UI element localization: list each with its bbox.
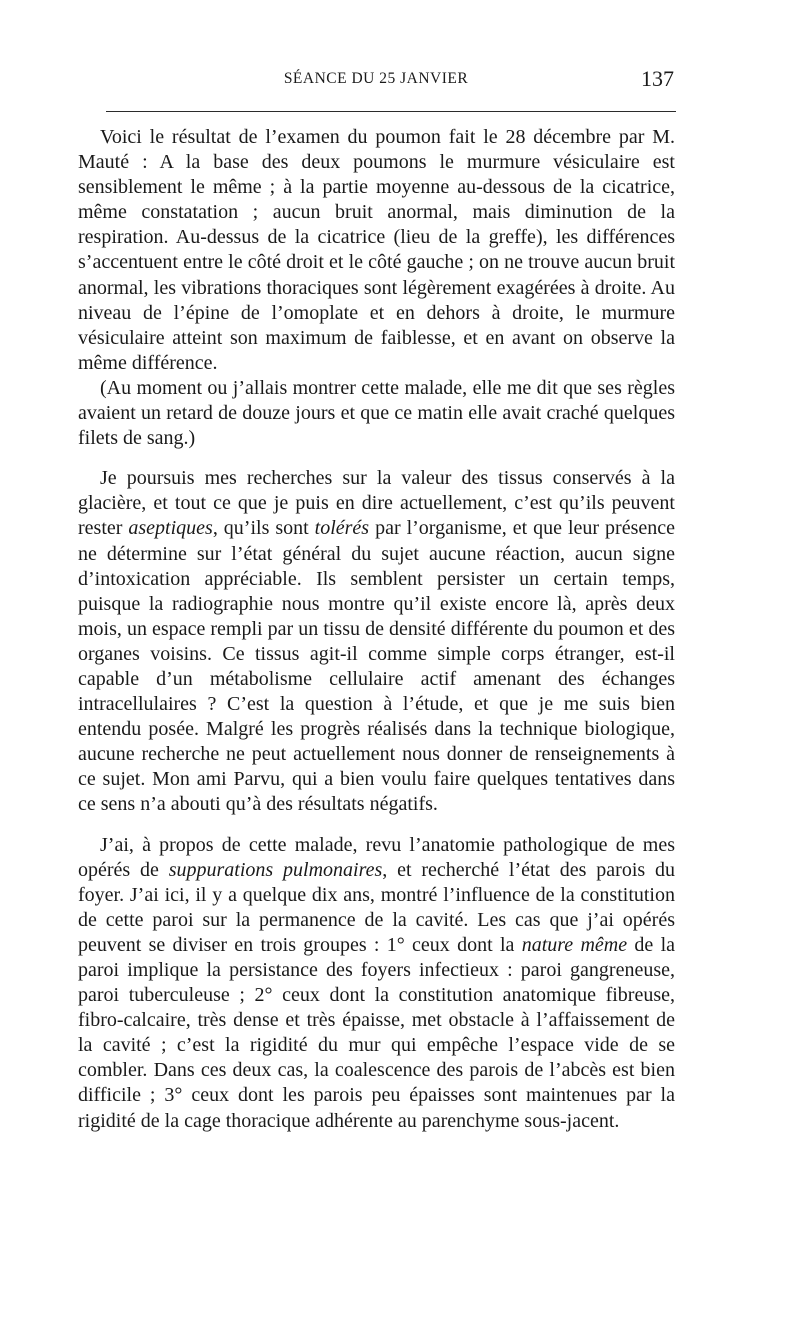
italic-term: suppurations pulmonaires (168, 858, 383, 881)
paragraph-text: Voici le résultat de l’examen du poumon fait le 28 décembre par M. Mauté : A la base des deux poumons le murmure vésiculaire est sensiblement le même ; à la partie moyenne au-dessous de la cicatrice, même constatation ; aucun bruit anormal, mais diminution de la respiration. Au-dessus de la cicatrice (lieu de la greffe), les différences s’accentuent entre le côté droit et le côté gauche ; on ne trouve aucun bruit anormal, les vibrations thoraciques sont légèrement exagérées à droite. Au niveau de l’épine de l’omoplate et en dehors à droite, le murmure vésiculaire atteint son maximum de faiblesse, et en avant on observe la même différence. (78, 126, 675, 374)
paragraph-text: Je poursuis mes recherches sur la valeur des tissus conservés à la glacière, et tout ce que je puis en dire actuellement, c’est qu’ils peuvent rester (78, 467, 675, 540)
paragraph-pathology (78, 833, 675, 1134)
paragraph-aside (78, 376, 675, 451)
running-title: SÉANCE DU 25 JANVIER (283, 70, 469, 87)
body-text (78, 125, 675, 1134)
italic-term: aseptiques (128, 517, 213, 540)
italic-term: tolérés (314, 517, 370, 540)
paragraph-text: de la paroi implique la persistance des foyers infectieux : paroi gangreneuse, paroi tuberculeuse ; 2° ceux dont la constitution anatomique fibreuse, fibro-calcaire, très dense et très épaisse, met obstacle à l’affaissement de la cavité ; c’est la rigidité du mur qui empêche l’espace vide de se combler. Dans ces deux cas, la coalescence des parois de l’abcès est bien difficile ; 3° ceux dont les parois peu épaisses sont maintenues par la rigidité de la cage thoracique adhérente au parenchyme sous-jacent. (78, 933, 676, 1132)
paragraph-text: J’ai, à propos de cette malade, revu l’anatomie pathologique de mes opérés de (78, 833, 675, 881)
paragraph-exam-result (78, 125, 675, 376)
running-head (78, 66, 674, 96)
paragraph-tissue-research (78, 466, 675, 817)
italic-term: nature même (521, 933, 628, 956)
header-rule (106, 111, 676, 112)
paragraph-text: , qu’ils sont (212, 517, 315, 540)
page-number: 137 (641, 66, 674, 91)
paragraph-text: (Au moment ou j’allais montrer cette malade, elle me dit que ses règles avaient un retard de douze jours et que ce matin elle avait craché quelques filets de sang.) (78, 376, 675, 450)
paragraph-text: par l’organisme, et que leur présence ne détermine sur l’état général du sujet aucune réaction, aucun signe d’intoxication appréciable. Ils semblent persister un certain temps, puisque la radiographie nous montre qu’il existe encore là, après deux mois, un espace rempli par un tissu de densité différente du poumon et des organes voisins. Ce tissus agit-il comme simple corps étranger, est-il capable d’un métabolisme cellulaire actif amenant des échanges intracellulaires ? C’est la question à l’étude, et que je me suis bien entendu posée. Malgré les progrès réalisés dans la technique biologique, aucune recherche ne peut actuellement nous donner de renseignements à ce sujet. Mon ami Parvu, qui a bien voulu faire quelques tentatives dans ce sens n’a abouti qu’à des résultats négatifs. (78, 517, 675, 816)
paragraph-text: , et recherché l’état des parois du foyer. J’ai ici, il y a quelque dix ans, montré l’influence de la constitution de cette paroi sur la permanence de la cavité. Les cas que j’ai opérés peuvent se diviser en trois groupes : 1° ceux dont la (78, 858, 675, 956)
